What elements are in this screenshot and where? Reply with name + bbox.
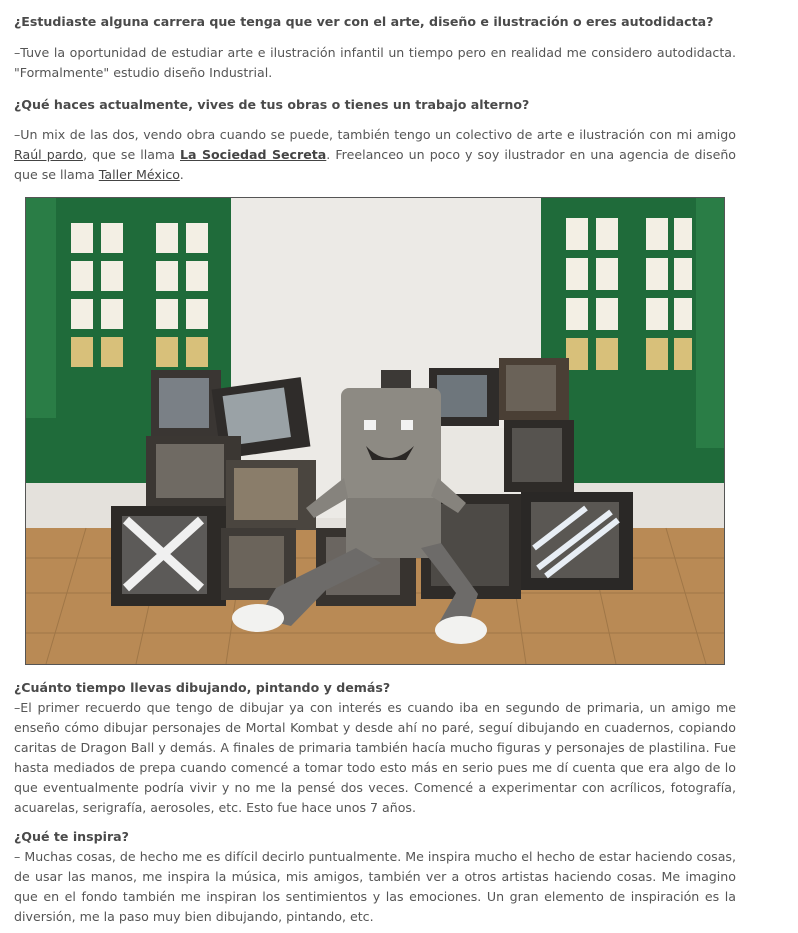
link-taller-mexico[interactable]: Taller México: [98, 167, 180, 182]
answer-text: –Un mix de las dos, vendo obra cuando se puede, también tengo un colectivo de arte e ilustración con mi amigo: [14, 127, 736, 142]
photo-illustration: [26, 198, 724, 664]
answer-text: , que se llama: [83, 147, 180, 162]
question-inspiration: ¿Qué te inspira?: [14, 829, 129, 844]
question-current-work: ¿Qué haces actualmente, vives de tus obras o tienes un trabajo alterno?: [14, 97, 530, 112]
answer-text: .: [179, 167, 184, 182]
artwork-photo: [25, 197, 725, 665]
answer-current-work: [14, 125, 736, 185]
answer-text: . Freelanceo un poco y soy ilustrador en una agencia de diseño que se llama: [14, 147, 737, 182]
link-la-sociedad-secreta[interactable]: La Sociedad Secreta: [180, 147, 327, 162]
question-studies: ¿Estudiaste alguna carrera que tenga que ver con el arte, diseño e ilustración o eres autodidacta?: [14, 14, 714, 29]
link-raul-pardo[interactable]: Raúl pardo: [14, 147, 84, 162]
answer-inspiration: – Muchas cosas, de hecho me es difícil decirlo puntualmente. Me inspira mucho el hecho de estar haciendo cosas, de usar las manos, me inspira la música, mis amigos, también ver a otros artistas haciendo cosas. Me imagino que en el fondo también me inspiran los sentimientos y las emociones. Un gran elemento de inspiración es la diversión, me la paso muy bien dibujando, pintando, etc.: [14, 849, 736, 924]
answer-studies: –Tuve la oportunidad de estudiar arte e ilustración infantil un tiempo pero en realidad me considero autodidacta. "Formalmente" estudio diseño Industrial.: [14, 45, 736, 80]
question-how-long: ¿Cuánto tiempo llevas dibujando, pintando y demás?: [14, 680, 391, 695]
answer-how-long: –El primer recuerdo que tengo de dibujar ya con interés es cuando iba en segundo de primaria, un amigo me enseño cómo dibujar personajes de Mortal Kombat y desde ahí no paré, seguí dibujando en cuadernos, copiando caritas de Dragon Ball y demás. A finales de primaria también hacía mucho figuras y personajes de plastilina. Fue hasta mediados de prepa cuando comencé a tomar todo esto más en serio pues me dí cuenta que era algo de lo que eventualmente podría vivir y no me la pensé dos veces. Comencé a experimentar con acrílicos, fotografía, acuarelas, serigrafía, aerosoles, etc. Esto fue hace unos 7 años.: [14, 700, 736, 815]
